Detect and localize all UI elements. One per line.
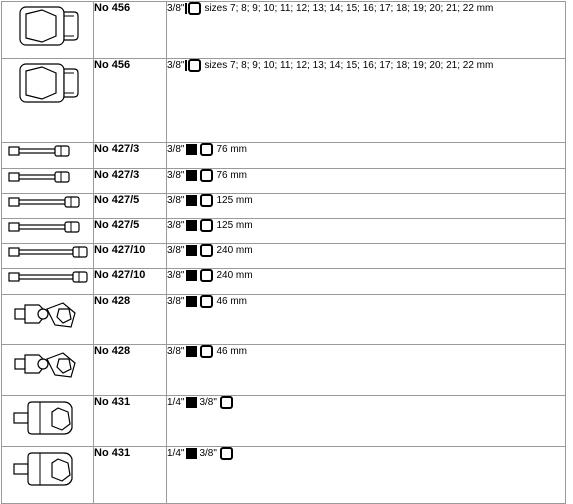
description-text: 46 mm [216, 346, 248, 357]
drive-size: 3/8" [167, 245, 185, 256]
extension-bar-icon [2, 219, 94, 244]
description-text: 3/8" [199, 448, 217, 459]
drive-size: 3/8" [167, 270, 185, 281]
drive-size: 3/8" [167, 296, 185, 307]
description-text: sizes 7; 8; 9; 10; 11; 12; 13; 14; 15; 16; 17; 18; 19; 20; 21; 22 mm [204, 3, 494, 14]
part-number: No 427/10 [94, 269, 167, 295]
square-drive-icon [186, 397, 197, 408]
extension-bar-icon [2, 244, 94, 269]
socket-ring-icon [200, 244, 213, 257]
square-drive-icon [186, 220, 197, 231]
socket-ring-icon [200, 295, 213, 308]
part-number: No 456 [94, 59, 167, 143]
extension-bar-icon [2, 169, 94, 194]
extension-bar-icon [2, 194, 94, 219]
square-drive-icon [186, 346, 197, 357]
table-row [2, 169, 566, 194]
square-drive-icon [186, 448, 197, 459]
part-number: No 427/5 [94, 194, 167, 219]
description-cell [167, 345, 566, 396]
part-number: No 428 [94, 295, 167, 345]
socket-ring-icon [220, 447, 233, 460]
description-text: 240 mm [216, 245, 253, 256]
socket-ring-icon [200, 194, 213, 207]
description-text: 125 mm [216, 195, 253, 206]
drive-size: 1/4" [167, 448, 185, 459]
adapter-icon [2, 447, 94, 504]
part-number: No 427/5 [94, 219, 167, 244]
part-number: No 427/3 [94, 169, 167, 194]
drive-size: 3/8" [167, 220, 185, 231]
square-drive-icon [186, 270, 197, 281]
drive-size: 3/8" [167, 3, 185, 14]
description-cell [167, 295, 566, 345]
part-number: No 428 [94, 345, 167, 396]
adapter-icon [2, 396, 94, 447]
description-cell [167, 269, 566, 295]
part-number: No 431 [94, 447, 167, 504]
socket-ring-icon [188, 2, 201, 15]
socket-ring-icon [200, 345, 213, 358]
socket-ring-icon [220, 396, 233, 409]
socket-ring-icon [200, 269, 213, 282]
drive-size: 3/8" [167, 195, 185, 206]
description-cell [167, 244, 566, 269]
table-row [2, 194, 566, 219]
square-drive-icon [186, 144, 197, 155]
table-row [2, 59, 566, 143]
drive-bar-icon [185, 60, 187, 71]
description-text: 76 mm [216, 144, 248, 155]
square-drive-icon [186, 170, 197, 181]
drive-size: 1/4" [167, 397, 185, 408]
table-row [2, 269, 566, 295]
drive-size: 3/8" [167, 144, 185, 155]
description-cell [167, 219, 566, 244]
description-cell [167, 194, 566, 219]
extension-bar-icon [2, 269, 94, 295]
description-cell [167, 396, 566, 447]
description-cell [167, 169, 566, 194]
socket-ring-icon [188, 59, 201, 72]
description-text: 3/8" [199, 397, 217, 408]
socket-icon [2, 59, 94, 143]
table-row [2, 2, 566, 59]
socket-icon [2, 2, 94, 59]
description-cell [167, 447, 566, 504]
table-row [2, 219, 566, 244]
table-row [2, 447, 566, 504]
table-row [2, 345, 566, 396]
tool-catalog-table [1, 1, 566, 504]
socket-ring-icon [200, 219, 213, 232]
part-number: No 431 [94, 396, 167, 447]
socket-ring-icon [200, 169, 213, 182]
part-number: No 427/10 [94, 244, 167, 269]
drive-size: 3/8" [167, 170, 185, 181]
description-cell [167, 143, 566, 169]
universal-joint-icon [2, 345, 94, 396]
description-text: 76 mm [216, 170, 248, 181]
description-cell [167, 59, 566, 143]
part-number: No 456 [94, 2, 167, 59]
part-number: No 427/3 [94, 143, 167, 169]
drive-size: 3/8" [167, 346, 185, 357]
description-text: 46 mm [216, 296, 248, 307]
table-row [2, 396, 566, 447]
socket-ring-icon [200, 143, 213, 156]
extension-bar-icon [2, 143, 94, 169]
drive-size: 3/8" [167, 60, 185, 71]
square-drive-icon [186, 245, 197, 256]
table-row [2, 244, 566, 269]
square-drive-icon [186, 195, 197, 206]
universal-joint-icon [2, 295, 94, 345]
table-row [2, 143, 566, 169]
description-text: sizes 7; 8; 9; 10; 11; 12; 13; 14; 15; 16; 17; 18; 19; 20; 21; 22 mm [204, 60, 494, 71]
description-cell [167, 2, 566, 59]
description-text: 240 mm [216, 270, 253, 281]
square-drive-icon [186, 296, 197, 307]
table-row [2, 295, 566, 345]
drive-bar-icon [185, 3, 187, 14]
description-text: 125 mm [216, 220, 253, 231]
